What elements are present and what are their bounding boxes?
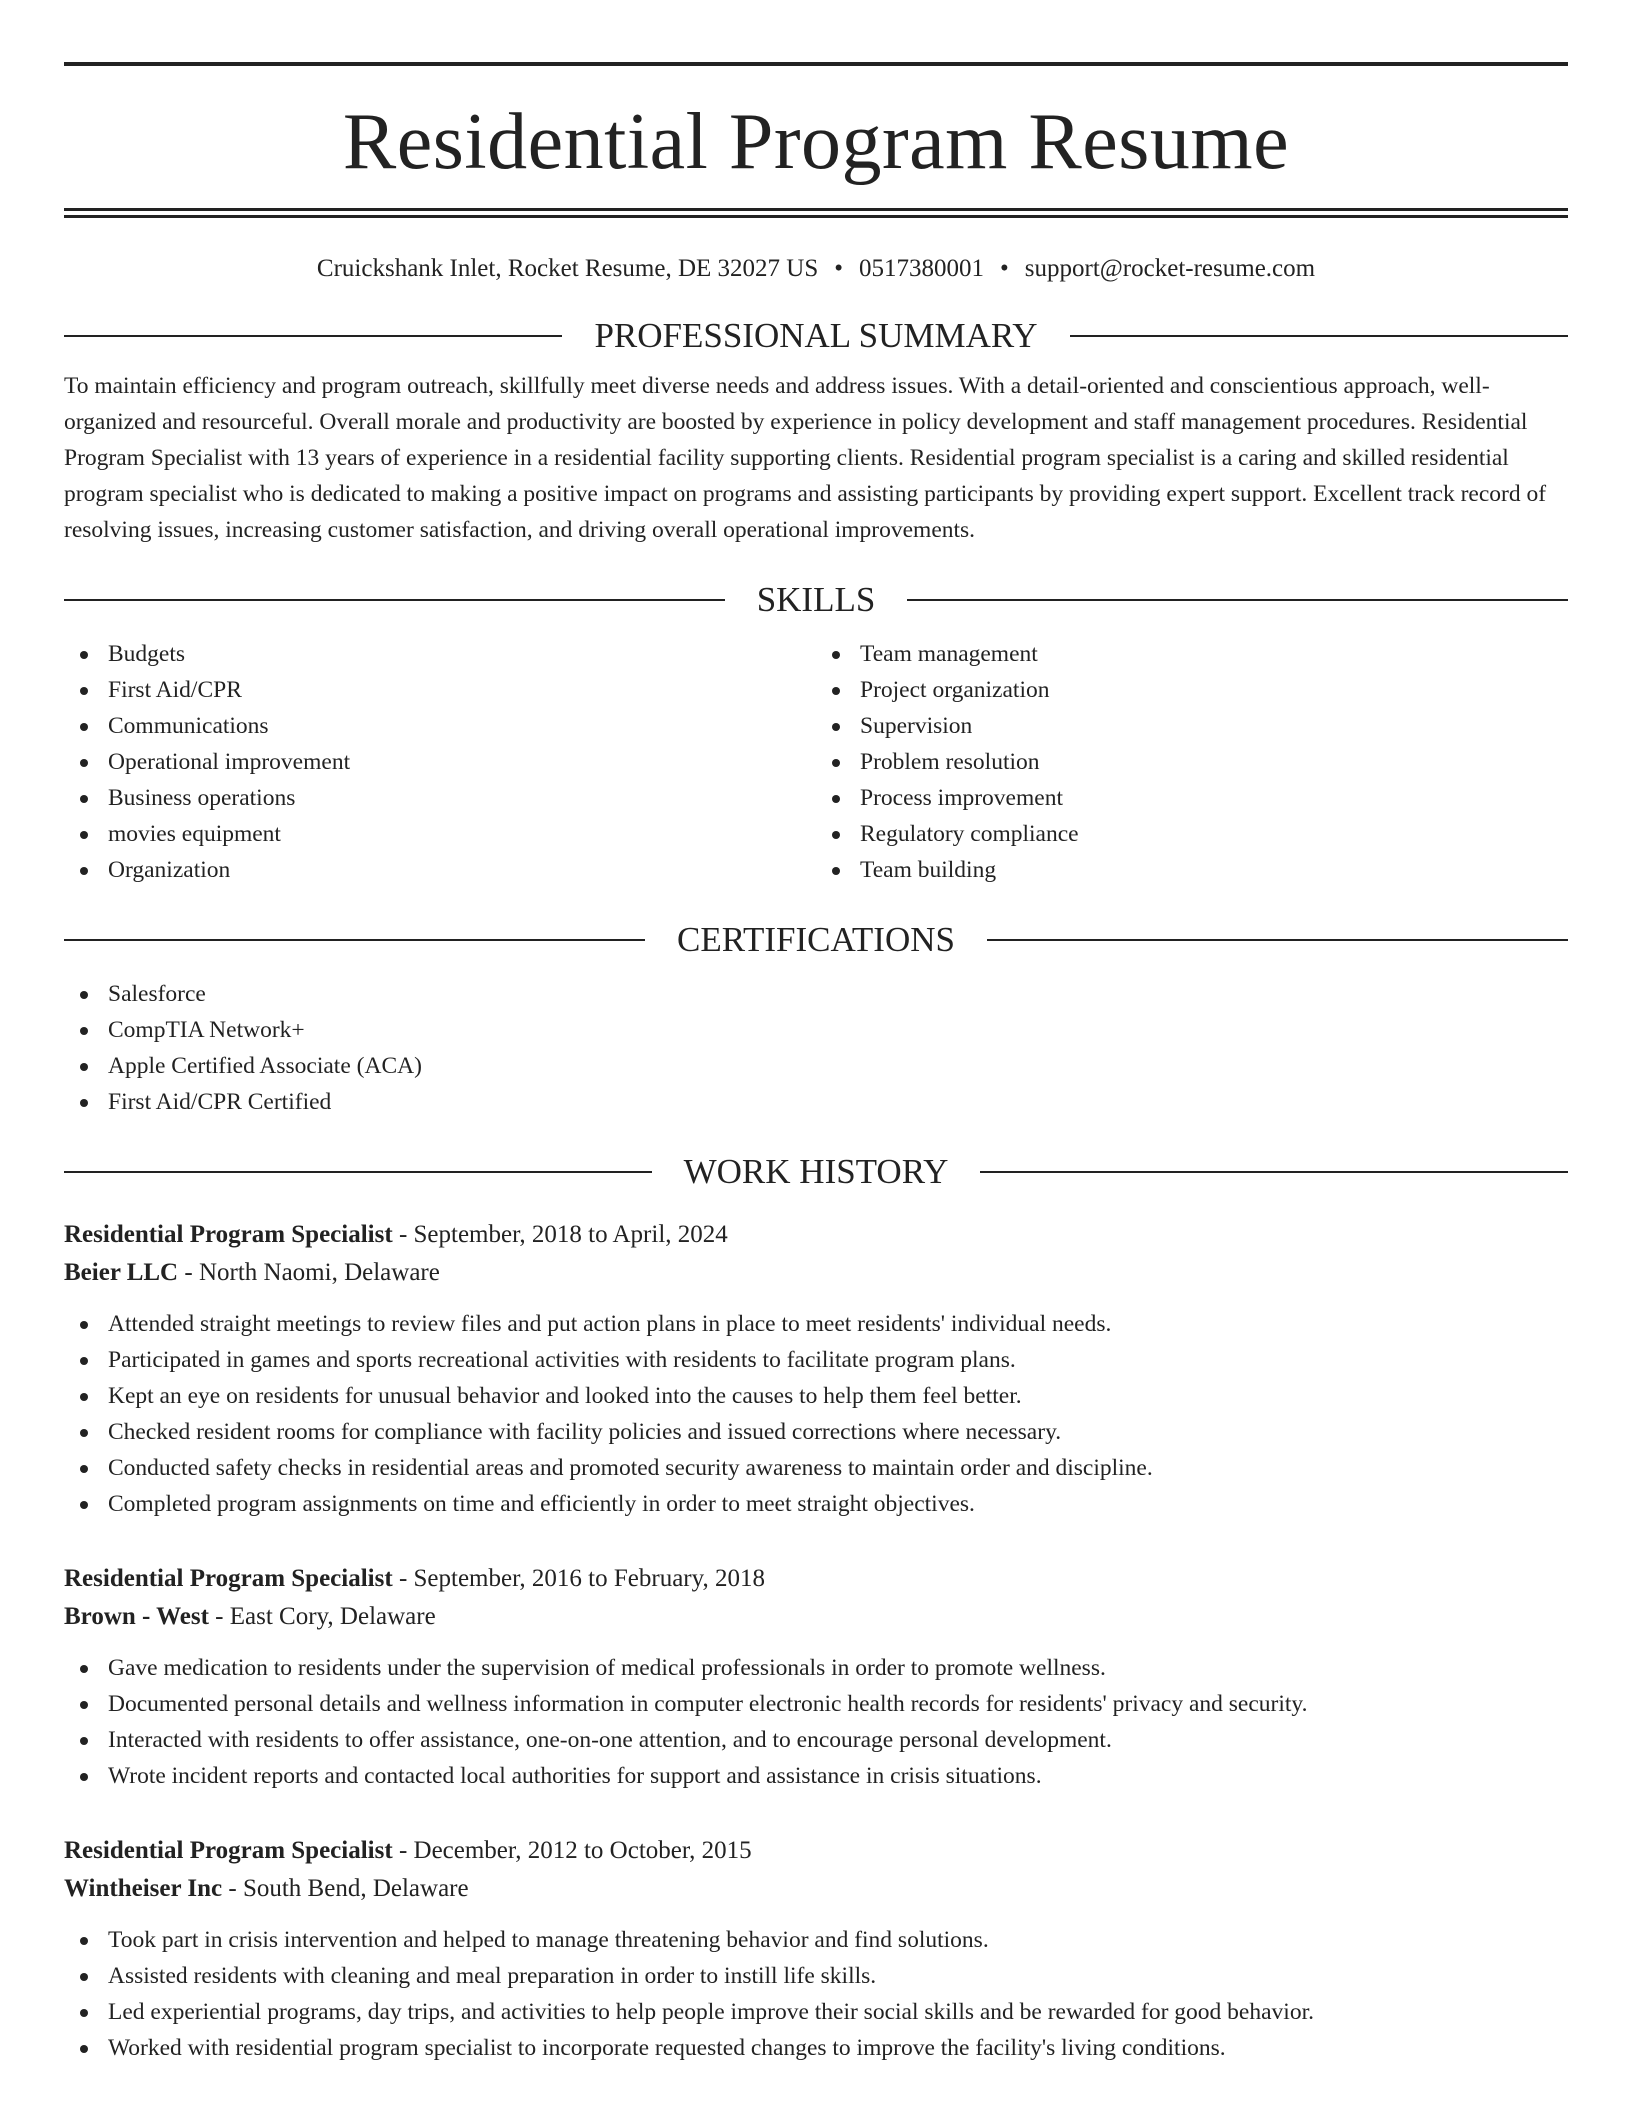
skills-columns	[64, 636, 1568, 888]
heading-rule-left	[64, 939, 645, 941]
heading-rule-right	[907, 599, 1568, 601]
skill-item: Problem resolution	[816, 744, 1568, 780]
skill-item: Team building	[816, 852, 1568, 888]
job-dates: - September, 2018 to April, 2024	[392, 1221, 728, 1248]
job-title-line	[64, 1560, 1568, 1598]
job-dates: - December, 2012 to October, 2015	[392, 1837, 752, 1864]
work-history-heading	[64, 1150, 1568, 1194]
job-entry	[64, 1216, 1568, 1522]
skill-item: Budgets	[64, 636, 816, 672]
skill-item: Communications	[64, 708, 816, 744]
heading-rule-left	[64, 1171, 652, 1173]
contact-separator: •	[1000, 255, 1009, 282]
job-duty: Documented personal details and wellness information in computer electronic health records for residents' privacy and security.	[64, 1686, 1568, 1722]
job-entry	[64, 1560, 1568, 1794]
certifications-heading-label: CERTIFICATIONS	[677, 920, 955, 959]
job-location: - East Cory, Delaware	[208, 1603, 436, 1630]
skill-item: Supervision	[816, 708, 1568, 744]
job-company: Wintheiser Inc	[64, 1875, 223, 1902]
top-rule	[64, 62, 1568, 66]
resume-title: Residential Program Resume	[342, 98, 1290, 186]
job-company: Beier LLC	[64, 1259, 179, 1286]
skill-item: Operational improvement	[64, 744, 816, 780]
certifications-list	[64, 976, 1568, 1120]
certification-item: Salesforce	[64, 976, 1568, 1012]
skills-left-list	[64, 636, 816, 888]
heading-rule-right	[987, 939, 1568, 941]
job-duties-list	[64, 1922, 1568, 2066]
summary-text: To maintain efficiency and program outreach, skillfully meet diverse needs and address issues. With a detail-oriented and conscientious approach, well-organized and resourceful. Overall morale and productivity are boosted by experience in policy development and staff management procedures. Residential Program Specialist with 13 years of experience in a residential facility supporting clients. Residential program specialist is a caring and skilled residential program specialist who is dedicated to making a positive impact on programs and assisting participants by providing expert support. Excellent track record of resolving issues, increasing customer satisfaction, and driving overall operational improvements.	[64, 373, 1547, 543]
job-duties-list	[64, 1650, 1568, 1794]
skill-item: Business operations	[64, 780, 816, 816]
title-double-rule	[64, 208, 1568, 218]
certification-item: First Aid/CPR Certified	[64, 1084, 1568, 1120]
skill-item: Project organization	[816, 672, 1568, 708]
job-location: - South Bend, Delaware	[222, 1875, 469, 1902]
job-duty: Assisted residents with cleaning and meal preparation in order to instill life skills.	[64, 1958, 1568, 1994]
heading-rule-left	[64, 599, 725, 601]
skill-item: Process improvement	[816, 780, 1568, 816]
job-duty: Worked with residential program specialist to incorporate requested changes to improve the facility's living conditions.	[64, 2030, 1568, 2066]
job-duty: Checked resident rooms for compliance with facility policies and issued corrections where necessary.	[64, 1414, 1568, 1450]
contact-email: support@rocket-resume.com	[1024, 255, 1316, 282]
job-dates: - September, 2016 to February, 2018	[392, 1565, 765, 1592]
job-title-line	[64, 1216, 1568, 1254]
skill-item: Team management	[816, 636, 1568, 672]
heading-rule-right	[1070, 335, 1568, 337]
skills-heading-label: SKILLS	[756, 580, 876, 619]
job-title-line	[64, 1832, 1568, 1870]
skill-item: First Aid/CPR	[64, 672, 816, 708]
job-company-line	[64, 1598, 1568, 1636]
job-duty: Completed program assignments on time and efficiently in order to meet straight objectives.	[64, 1486, 1568, 1522]
job-company: Brown - West	[64, 1603, 209, 1630]
contact-line	[64, 254, 1568, 284]
heading-rule-right	[980, 1171, 1568, 1173]
job-location: - North Naomi, Delaware	[178, 1259, 440, 1286]
job-duties-list	[64, 1306, 1568, 1522]
skill-item: Organization	[64, 852, 816, 888]
contact-address: Cruickshank Inlet, Rocket Resume, DE 32027 US	[316, 255, 819, 282]
heading-rule-left	[64, 335, 562, 337]
certification-item: Apple Certified Associate (ACA)	[64, 1048, 1568, 1084]
job-role: Residential Program Specialist	[64, 1837, 393, 1864]
job-duty: Took part in crisis intervention and helped to manage threatening behavior and find solutions.	[64, 1922, 1568, 1958]
job-company-line	[64, 1870, 1568, 1908]
skill-item: Regulatory compliance	[816, 816, 1568, 852]
contact-separator: •	[834, 255, 844, 282]
certifications-heading	[64, 918, 1568, 962]
job-duty: Wrote incident reports and contacted local authorities for support and assistance in crisis situations.	[64, 1758, 1568, 1794]
skills-right-list	[816, 636, 1568, 888]
job-company-line	[64, 1254, 1568, 1292]
certification-item: CompTIA Network+	[64, 1012, 1568, 1048]
job-duty: Participated in games and sports recreational activities with residents to facilitate program plans.	[64, 1342, 1568, 1378]
summary-heading-label: PROFESSIONAL SUMMARY	[594, 316, 1038, 355]
job-duty: Led experiential programs, day trips, and activities to help people improve their social skills and be rewarded for good behavior.	[64, 1994, 1568, 2030]
job-duty: Kept an eye on residents for unusual behavior and looked into the causes to help them feel better.	[64, 1378, 1568, 1414]
work-history-heading-label: WORK HISTORY	[683, 1152, 949, 1191]
skills-heading	[64, 578, 1568, 622]
job-duty: Interacted with residents to offer assistance, one-on-one attention, and to encourage personal development.	[64, 1722, 1568, 1758]
job-duty: Conducted safety checks in residential areas and promoted security awareness to maintain order and discipline.	[64, 1450, 1568, 1486]
job-role: Residential Program Specialist	[64, 1565, 393, 1592]
job-duty: Gave medication to residents under the supervision of medical professionals in order to promote wellness.	[64, 1650, 1568, 1686]
job-duty: Attended straight meetings to review files and put action plans in place to meet residents' individual needs.	[64, 1306, 1568, 1342]
summary-heading	[64, 314, 1568, 358]
job-role: Residential Program Specialist	[64, 1221, 393, 1248]
skill-item: movies equipment	[64, 816, 816, 852]
contact-phone: 0517380001	[859, 255, 985, 282]
job-entry	[64, 1832, 1568, 2066]
